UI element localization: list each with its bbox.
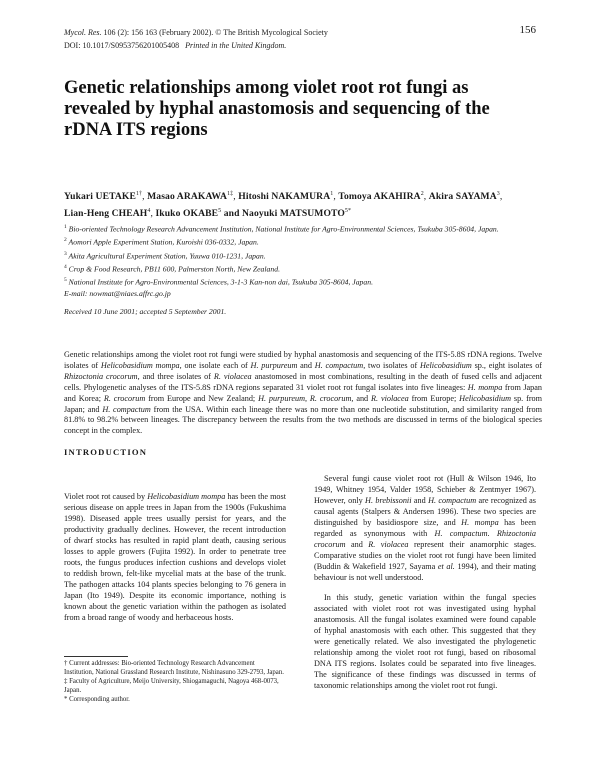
affiliation-text: Crop & Food Research, PB11 600, Palmerston North, New Zealand. — [68, 264, 280, 274]
author-sup: 1 — [330, 191, 334, 197]
taxon-name: H. mompa — [461, 518, 499, 527]
taxon-name: R. violacea — [371, 393, 409, 403]
body-text: and — [411, 496, 429, 505]
taxon-name: H. brebissonii — [365, 496, 412, 505]
body-text: represent their anamorphic stages. Comparative studies on the violet root rot fungi have been limited (Buddin & Wakefield 1927, Sayama — [314, 540, 537, 571]
affiliation-text: Bio-oriented Technology Research Advancement Institution, National Institute for Agro-Environmental Sciences, Tsukuba 305-8604, Japan. — [68, 224, 499, 234]
abstract-text: sp., eight isolates of — [471, 360, 543, 370]
affiliation — [64, 222, 544, 235]
abstract-text: from Europe; — [408, 393, 460, 403]
paragraph — [64, 491, 286, 623]
footnote: † Current addresses: Bio-oriented Technology Research Advancement Institution, National Grassland Research Institute, Nishinasuno 329-2793, Japan. — [64, 660, 284, 676]
author-sup: 2 — [420, 191, 424, 197]
doi-line — [64, 39, 328, 52]
abstract-text: anastomosed in most combinations, resulting in the death of fused cells and adjacent cells. Phylogenetic analyses of the ITS-5.8S rDNA regions separated 31 violet root rot fungal isolates into five lineages: — [64, 371, 543, 392]
author-sup: 1† — [135, 191, 143, 197]
footnotes — [64, 660, 286, 705]
author-and: and — [223, 208, 240, 220]
affiliation — [64, 275, 544, 288]
affiliation — [64, 262, 544, 275]
author-name: Ikuko OKABE — [155, 208, 219, 220]
abstract — [64, 350, 542, 437]
abstract-text: , two isolates of — [363, 360, 420, 370]
body-text: Violet root rot caused by — [64, 492, 148, 501]
body-text: has been regarded as synonymous with — [314, 518, 536, 538]
abstract-text: , and three isolates of — [137, 371, 214, 381]
taxon-name: R. crocorum — [309, 393, 352, 403]
taxon-name: R. crocorum — [103, 393, 146, 403]
body-text: . — [487, 529, 497, 538]
abstract-text: from Japan and Korea; — [64, 382, 542, 403]
journal-name: Mycol. Res. — [64, 28, 102, 37]
author-sup: 1‡ — [227, 191, 234, 197]
body-text: 1994), and their mating behaviour is not well understood. — [314, 562, 536, 582]
footnote: ‡ Faculty of Agriculture, Meijo University, Shiogamaguchi, Nagoya 468-0073, Japan. — [64, 677, 279, 694]
page-number: 156 — [519, 24, 536, 36]
author-name: Tomoya AKAHIRA — [338, 191, 421, 203]
taxon-name: H. compactum — [102, 404, 151, 414]
affiliation-text: Aomori Apple Experiment Station, Kuroishi 036-0332, Japan. — [68, 237, 259, 247]
author-sup: 5 — [218, 208, 222, 215]
affiliations — [64, 222, 544, 300]
author-name: Masao ARAKAWA — [147, 191, 228, 203]
abstract-text: sp. from Japan; and — [64, 393, 543, 414]
body-text: and — [345, 540, 369, 549]
author-name: Akira SAYAMA — [428, 191, 497, 203]
abstract-text: from Europe and New Zealand; — [145, 393, 259, 403]
right-column — [314, 473, 536, 691]
affiliation-text: Akita Agricultural Experiment Station, Yuuwa 010-1231, Japan. — [68, 251, 266, 261]
author-sup: 3 — [496, 191, 500, 197]
affiliation-text: National Institute for Agro-Environmental Sciences, 3-1-3 Kan-non dai, Tsukuba 305-8604, Japan. — [68, 278, 374, 287]
body-text: Several fungi cause violet root rot (Hull & Wilson 1946, Ito 1949, Whitney 1954, Valder 1958, Schieber & Zentmyer 1967). However, only — [314, 474, 536, 505]
paper-title: Genetic relationships among violet root rot fungi as revealed by hyphal anastomosis and sequencing of the rDNA ITS regions — [64, 78, 490, 140]
affiliation — [64, 235, 544, 248]
taxon-name: H. compactum — [434, 529, 488, 538]
body-text: are recognized as causal agents (Stalpers & Andersen 1996). These two species are distinguished by basidiospore size, and — [314, 496, 536, 527]
author-name: Yukari UETAKE — [64, 191, 136, 203]
paragraph — [314, 473, 536, 583]
abstract-text: Genetic relationships among the violet root rot fungi were studied by hyphal anastomosis and sequencing of the ITS-5.8S rDNA regions. Twelve isolates of — [64, 350, 542, 370]
taxon-name: Helicobasidium — [419, 360, 472, 370]
email: E-mail: nowmat@niaes.affrc.go.jp — [64, 288, 171, 298]
abstract-text: and — [297, 360, 315, 370]
doi: DOI: 10.1017/S0953756201005408 — [64, 41, 180, 50]
journal-header — [64, 26, 328, 52]
body-text: In this study, genetic variation within the fungal species associated with violet root rot was investigated using hyphal anastomosis. All the fungal isolates examined were found capable of hyphal anastomosis with each other. This suggested that they were genetically related. We also investigated the phylogenetic relationship among the violet root rot fungi, based on ribosomal DNA ITS regions. Isolates could be separated into five lineages. The significance of these findings was discussed in terms of taxonomic relationships among the violet root rot fungi. — [314, 593, 536, 690]
citation-details: 106 (2): 156 163 (February 2002). © The British Mycological Society — [103, 28, 328, 37]
taxon-name: Rhizoctonia crocorum — [64, 371, 138, 381]
affiliation-num: 3 — [64, 250, 67, 257]
author-name: Naoyuki MATSUMOTO — [242, 208, 345, 220]
printed-note: Printed in the United Kingdom. — [185, 41, 287, 50]
taxon-name: Helicobasidium mompa — [100, 360, 180, 370]
author-name: Lian-Heng CHEAH — [64, 208, 148, 220]
author-list: Yukari $UETAKE^{1\dagger}$, Masao $ARAKAWA^{1\ddagger}$, Hitoshi NAKAMURA$^1$, Tomoya AKAHIRA$^2$, Akira SAYAMA$^3$, Lian-Heng CHEAH$^4$, Ikuko OKABE$^5$ and Naoyuki $MATSUMOTO^{5*}$ — [64, 191, 503, 220]
affiliation-num: 4 — [64, 264, 67, 271]
body-text-italic: et al. — [437, 562, 455, 571]
left-column — [64, 491, 286, 623]
affiliation-num: 1 — [64, 224, 67, 230]
taxon-name: H. compactum — [314, 360, 364, 370]
footnote: * Corresponding author. — [64, 695, 130, 703]
footnote-divider — [64, 656, 128, 657]
taxon-name: H. purpureum — [258, 393, 305, 403]
taxon-name: H. compactum — [428, 496, 477, 505]
received-accepted-dates: Received 10 June 2001; accepted 5 September 2001. — [64, 307, 227, 316]
taxon-name: Helicobasidium — [459, 393, 512, 403]
citation-line — [64, 26, 328, 39]
taxon-name: H. mompa — [467, 382, 503, 392]
author-name: Hitoshi NAKAMURA — [238, 191, 331, 203]
section-heading-introduction: INTRODUCTION — [64, 447, 148, 457]
author-sup: 5* — [344, 208, 352, 215]
abstract-text: , one isolate each of — [179, 360, 251, 370]
body-text: has been the most serious disease on apple trees in Japan from the 1900s (Fukushima 1998). Diseased apple trees usually persist for years, and the productivity gradually declines. However, the recent introduction of dwarf stocks has resulted in rapid plant death, causing serious losses to apple growers (Fujita 1992). In order to penetrate tree roots, the fungus produces infection cushions and develops violet to reddish brown, felt-like mycelial mats at the base of the trunk. The pathogen attacks 104 plants species belonging to 76 genera in Japan (Ito 1949). Despite its economic importance, nothing is known about the genetic variation within the pathogen as isolated from a broad range of woody and herbaceous hosts. — [64, 492, 286, 622]
paragraph — [314, 592, 536, 691]
taxon-name: Rhizoctonia crocorum — [314, 529, 537, 549]
abstract-text: , and — [351, 393, 372, 403]
abstract-text: , — [304, 393, 310, 403]
taxon-name: R. violacea — [368, 540, 409, 549]
author-sup: 4 — [147, 208, 151, 215]
affiliation — [64, 249, 544, 262]
taxon-name: R. violacea — [213, 371, 252, 381]
affiliation-num: 2 — [64, 237, 67, 244]
taxon-name: Helicobasidium mompa — [147, 492, 226, 501]
abstract-text: from the USA. Within each lineage there was no more than one nucleotide substitution, and similarity ranged from 81.8% to 98.2% between lineages. The discrepancy between the results from the two methods are discussed in terms of the biological species concept in the complex. — [64, 404, 542, 436]
affiliation-num: 5 — [64, 277, 67, 284]
taxon-name: H. purpureum — [250, 360, 298, 370]
